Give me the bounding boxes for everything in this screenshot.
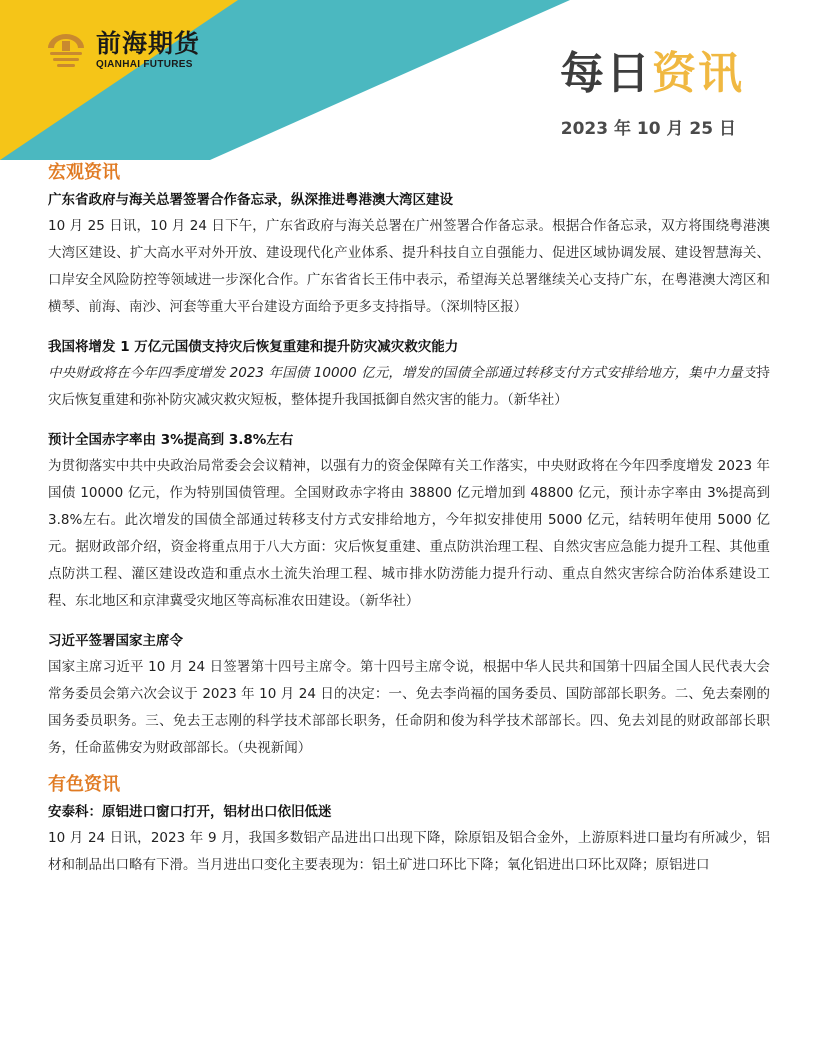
news-title: 预计全国赤字率由 3%提高到 3.8%左右	[48, 432, 294, 448]
news-body-rest: 持灾后恢复重建和弥补防灾减灾救灾短板，整体提升我国抵御自然灾害的能力。（新华社）	[48, 365, 770, 408]
news-item	[48, 335, 770, 414]
section-title-nonferrous: 有色资讯	[48, 774, 120, 795]
page-title	[560, 48, 744, 100]
qianhai-logo-icon	[44, 32, 88, 68]
news-title: 广东省政府与海关总署签署合作备忘录，纵深推进粤港澳大湾区建设	[48, 192, 453, 208]
logo-chinese-name: 前海期货	[96, 29, 201, 58]
news-item	[48, 188, 770, 321]
news-item	[48, 629, 770, 762]
page-title-part2: 资讯	[652, 48, 744, 99]
news-body: 国家主席习近平 10 月 24 日签署第十四号主席令。第十四号主席令说，根据中华人民共和国第十四届全国人民代表大会常务委员会第六次会议于 2023 年 10 月 24 日的决定：一、免去李尚福的国务委员、国防部部长职务。二、免去秦刚的国务委员职务。三、免去王志刚的科学技术部部长职务，任命阴和俊为科学技术部部长。四、免去刘昆的财政部部长职务，任命蓝佛安为财政部部长。（央视新闻）	[48, 659, 770, 756]
news-item	[48, 800, 770, 879]
news-body: 10 月 24 日讯，2023 年 9 月，我国多数铝产品进出口出现下降，除原铝及铝合金外，上游原料进口量均有所减少，铝材和制品出口略有下滑。当月进出口变化主要表现为：铝土矿进口环比下降；氧化铝进出口环比双降；原铝进口	[48, 830, 770, 873]
news-title: 我国将增发 1 万亿元国债支持灾后恢复重建和提升防灾减灾救灾能力	[48, 339, 459, 355]
news-title: 安泰科：原铝进口窗口打开，铝材出口依旧低迷	[48, 804, 332, 820]
news-body-italic: 中央财政将在今年四季度增发 2023 年国债 10000 亿元，增发的国债全部通过转移支付方式安排给地方，集中力量支	[48, 365, 757, 381]
news-body: 10 月 25 日讯，10 月 24 日下午，广东省政府与海关总署在广州签署合作备忘录。根据合作备忘录，双方将围绕粤港澳大湾区建设、扩大高水平对外开放、建设现代化产业体系、提升科技自立自强能力、促进区域协调发展、建设智慧海关、口岸安全风险防控等领域进一步深化合作。广东省省长王伟中表示，希望海关总署继续关心支持广东，在粤港澳大湾区和横琴、前海、南沙、河套等重大平台建设方面给予更多支持指导。（深圳特区报）	[48, 218, 770, 315]
page-date: 2023 年 10 月 25 日	[560, 119, 736, 139]
section-title-macro: 宏观资讯	[48, 162, 120, 183]
news-body	[48, 360, 770, 414]
company-logo	[44, 30, 200, 70]
logo-english-name: QIANHAI FUTURES	[96, 59, 193, 70]
news-body: 为贯彻落实中共中央政治局常委会会议精神，以强有力的资金保障有关工作落实，中央财政将在今年四季度增发 2023 年国债 10000 亿元，作为特别国债管理。全国财政赤字将由 38800 亿元增加到 48800 亿元，预计赤字率由 3%提高到 3.8%左右。此次增发的国债全部通过转移支付方式安排给地方，今年拟安排使用 5000 亿元，结转明年使用 5000 亿元。据财政部介绍，资金将重点用于八大方面：灾后恢复重建、重点防洪治理工程、自然灾害应急能力提升工程、其他重点防洪工程、灌区建设改造和重点水土流失治理工程、城市排水防涝能力提升行动、重点自然灾害综合防治体系建设工程、东北地区和京津冀受灾地区等高标准农田建设。（新华社）	[48, 458, 770, 609]
news-item	[48, 428, 770, 615]
news-content	[48, 158, 770, 879]
news-title: 习近平签署国家主席令	[48, 633, 183, 649]
page-title-part1: 每日	[560, 48, 652, 99]
